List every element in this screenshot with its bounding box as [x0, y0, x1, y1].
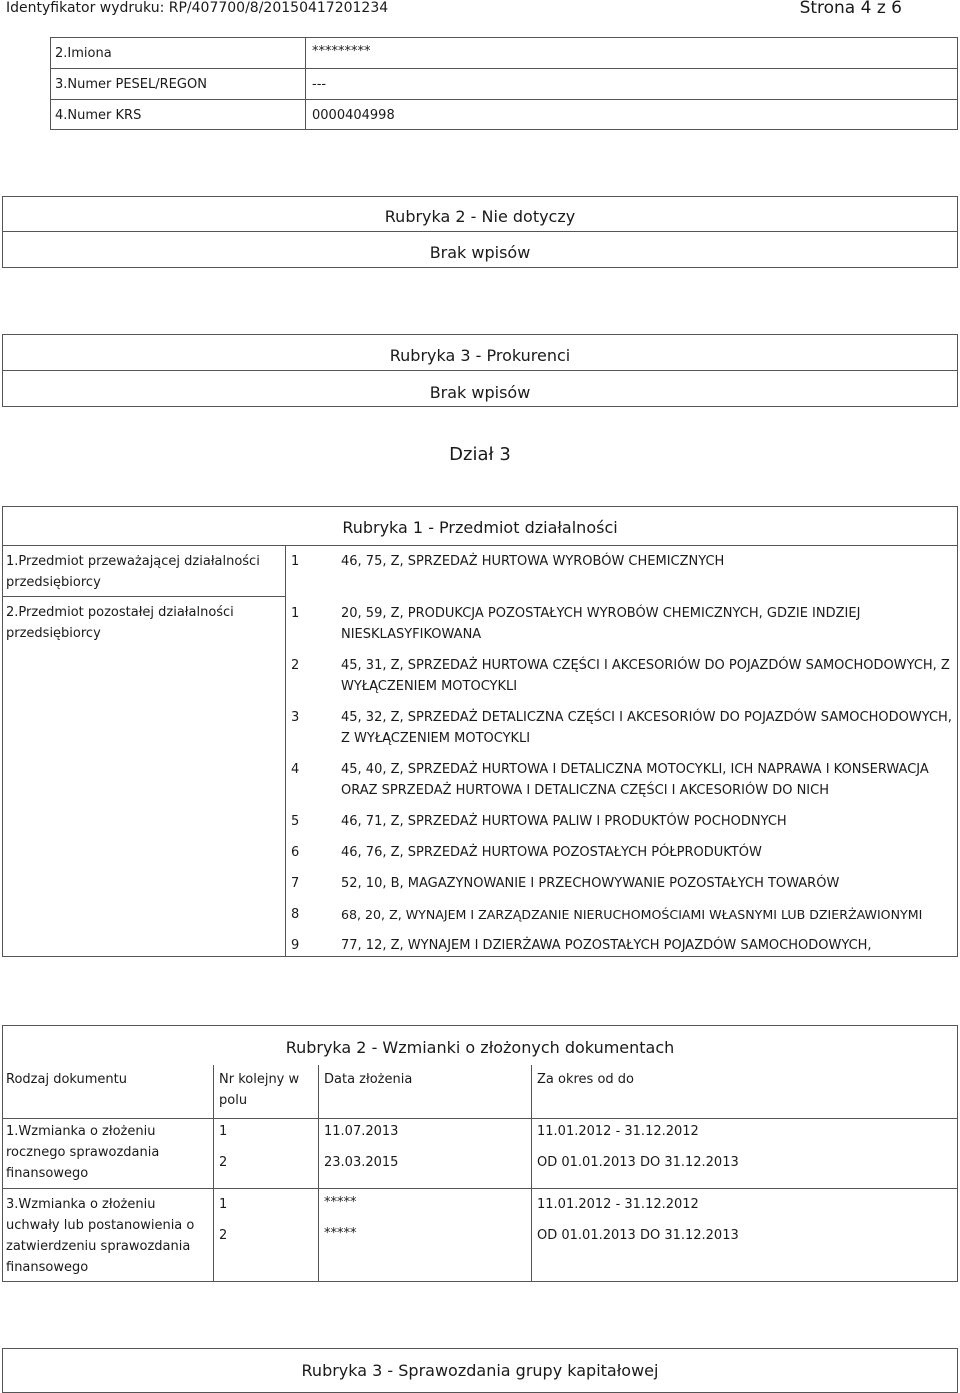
- document-date: *****: [324, 1226, 357, 1241]
- other-no: 8: [291, 907, 300, 922]
- col-header: Rodzaj dokumentu: [6, 1072, 127, 1087]
- rubryka3-body: Brak wpisów: [429, 383, 531, 402]
- other-no: 3: [291, 710, 300, 725]
- rubryka3-title: Rubryka 3 - Prokurenci: [389, 346, 571, 365]
- document-period: OD 01.01.2013 DO 31.12.2013: [537, 1228, 739, 1243]
- document-period: 11.01.2012 - 31.12.2012: [537, 1124, 699, 1139]
- label-krs: 4.Numer KRS: [55, 108, 142, 123]
- value-pesel: ---: [312, 77, 327, 92]
- other-no: 4: [291, 762, 300, 777]
- wzmianki-title: Rubryka 2 - Wzmianki o złożonych dokumentach: [285, 1038, 675, 1057]
- col-header: Nr kolejny w polu: [219, 1072, 300, 1108]
- document-period: OD 01.01.2013 DO 31.12.2013: [537, 1155, 739, 1170]
- przedmiot-title: Rubryka 1 - Przedmiot działalności: [342, 518, 618, 537]
- main-activity-no: 1: [291, 554, 300, 569]
- other-activity-label: 2.Przedmiot pozostałej działalności przedsiębiorcy: [6, 605, 234, 641]
- other-text: 46, 71, Z, SPRZEDAŻ HURTOWA PALIW I PRODUKTÓW POCHODNYCH: [341, 814, 787, 829]
- document-no: 1: [219, 1124, 228, 1139]
- other-text: 45, 32, Z, SPRZEDAŻ DETALICZNA CZĘŚCI I AKCESORIÓW DO POJAZDÓW SAMOCHODOWYCH, Z WYŁĄCZENIEM MOTOCYKLI: [341, 710, 952, 746]
- other-text: 20, 59, Z, PRODUKCJA POZOSTAŁYCH WYROBÓW CHEMICZNYCH, GDZIE INDZIEJ NIESKLASYFIKOWANA: [341, 606, 861, 642]
- label-imiona: 2.Imiona: [55, 46, 112, 61]
- rubryka2-body: Brak wpisów: [429, 243, 531, 262]
- other-text: 68, 20, Z, WYNAJEM I ZARZĄDZANIE NIERUCHOMOŚCIAMI WŁASNYMI LUB DZIERŻAWIONYMI: [341, 907, 923, 922]
- document-type: 3.Wzmianka o złożeniu uchwały lub postanowienia o zatwierdzeniu sprawozdania finansowego: [6, 1197, 195, 1275]
- other-text: 77, 12, Z, WYNAJEM I DZIERŻAWA POZOSTAŁYCH POJAZDÓW SAMOCHODOWYCH,: [341, 938, 872, 953]
- other-no: 5: [291, 814, 300, 829]
- other-text: 45, 31, Z, SPRZEDAŻ HURTOWA CZĘŚCI I AKCESORIÓW DO POJAZDÓW SAMOCHODOWYCH, Z WYŁĄCZENIEM MOTOCYKLI: [341, 658, 950, 694]
- other-no: 7: [291, 876, 300, 891]
- other-text: 52, 10, B, MAGAZYNOWANIE I PRZECHOWYWANIE POZOSTAŁYCH TOWARÓW: [341, 876, 840, 891]
- other-text: 46, 76, Z, SPRZEDAŻ HURTOWA POZOSTAŁYCH PÓŁPRODUKTÓW: [341, 845, 762, 860]
- other-no: 6: [291, 845, 300, 860]
- document-type: 1.Wzmianka o złożeniu rocznego sprawozdania finansowego: [6, 1124, 160, 1181]
- col-header: Za okres od do: [537, 1072, 634, 1087]
- other-text: 45, 40, Z, SPRZEDAŻ HURTOWA I DETALICZNA MOTOCYKLI, ICH NAPRAWA I KONSERWACJA ORAZ SPRZEDAŻ HURTOWA I DETALICZNA CZĘŚCI I AKCESORIÓW DO NICH: [341, 762, 929, 798]
- page-number: Strona 4 z 6: [799, 0, 902, 18]
- value-imiona: *********: [312, 44, 371, 59]
- document-no: 2: [219, 1228, 228, 1243]
- sprawozdania-title: Rubryka 3 - Sprawozdania grupy kapitałowej: [301, 1361, 659, 1380]
- label-pesel: 3.Numer PESEL/REGON: [55, 77, 207, 92]
- document-date: 23.03.2015: [324, 1155, 399, 1170]
- dzial3-title: Dział 3: [449, 444, 511, 465]
- document-period: 11.01.2012 - 31.12.2012: [537, 1197, 699, 1212]
- document-date: *****: [324, 1195, 357, 1210]
- main-activity-text: 46, 75, Z, SPRZEDAŻ HURTOWA WYROBÓW CHEMICZNYCH: [341, 554, 725, 569]
- other-no: 9: [291, 938, 300, 953]
- value-krs: 0000404998: [312, 108, 395, 123]
- rubryka2-title: Rubryka 2 - Nie dotyczy: [384, 207, 576, 226]
- print-identifier: Identyfikator wydruku: RP/407700/8/20150417201234: [6, 0, 389, 16]
- other-no: 1: [291, 606, 300, 621]
- main-activity-label: 1.Przedmiot przeważającej działalności przedsiębiorcy: [6, 554, 260, 590]
- document-no: 2: [219, 1155, 228, 1170]
- other-no: 2: [291, 658, 300, 673]
- col-header: Data złożenia: [324, 1072, 413, 1087]
- document-date: 11.07.2013: [324, 1124, 399, 1139]
- document-no: 1: [219, 1197, 228, 1212]
